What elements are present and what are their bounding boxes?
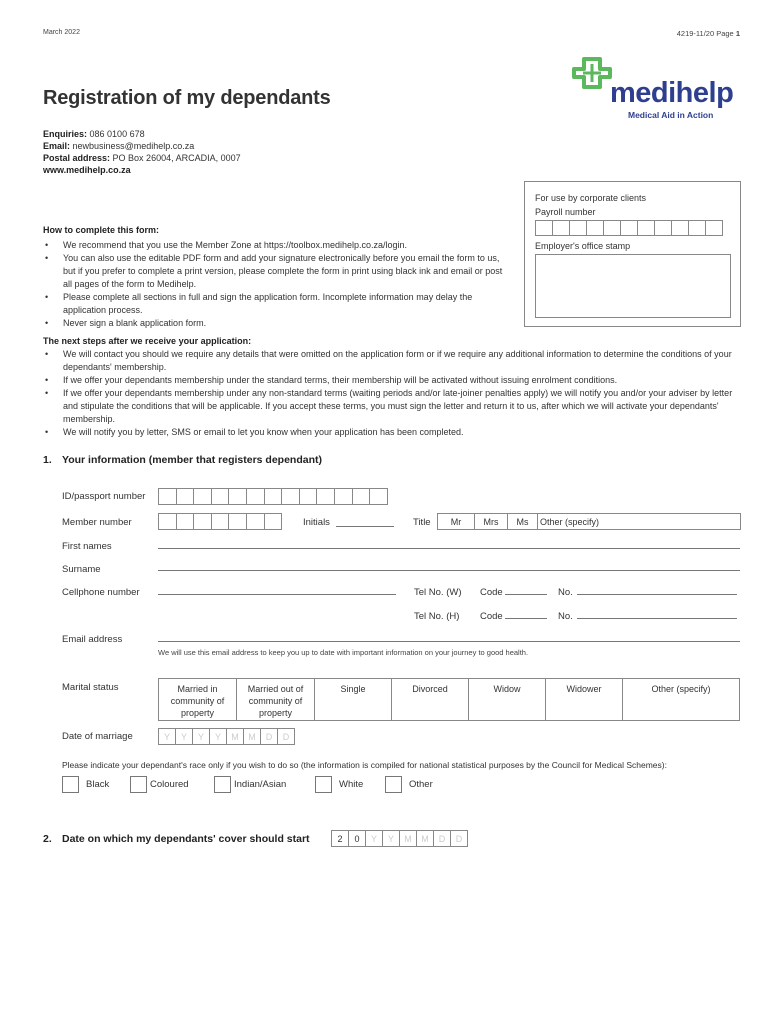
digit-box[interactable]: [281, 488, 300, 505]
how-to-item: • Please complete all sections in full and sign the application form. Incomplete information may delay the application process.: [43, 291, 503, 317]
digit-box[interactable]: [176, 513, 195, 530]
digit-box[interactable]: [158, 513, 177, 530]
digit-box[interactable]: [620, 220, 638, 236]
digit-box[interactable]: [193, 513, 212, 530]
form-date: March 2022: [43, 29, 80, 36]
office-stamp-area[interactable]: [535, 254, 731, 318]
digit-box[interactable]: M: [399, 830, 417, 847]
digit-box[interactable]: [228, 488, 247, 505]
cellphone-field[interactable]: [158, 594, 396, 595]
title-label: Title: [413, 517, 431, 528]
digit-box[interactable]: 0: [348, 830, 366, 847]
section-2-number: 2.: [43, 833, 52, 845]
digit-box[interactable]: D: [450, 830, 468, 847]
surname-field[interactable]: [158, 570, 740, 571]
digit-box[interactable]: [299, 488, 318, 505]
marital-status-label: Marital status: [62, 682, 119, 693]
marital-option-other[interactable]: Other (specify): [623, 679, 740, 721]
digit-box[interactable]: [211, 513, 230, 530]
logo-tagline: Medical Aid in Action: [628, 110, 714, 120]
digit-box[interactable]: [586, 220, 604, 236]
title-option-other[interactable]: Other (specify): [537, 513, 741, 530]
marital-option-married-out-of-community[interactable]: Married out of community of property: [237, 679, 315, 721]
initials-label: Initials: [303, 517, 330, 528]
email-value[interactable]: newbusiness@medihelp.co.za: [72, 141, 195, 151]
race-prompt: Please indicate your dependant's race only if you wish to do so (the information is compiled for national statistical purposes by the Council for Medical Schemes):: [62, 760, 667, 770]
payroll-number-boxes[interactable]: [535, 220, 722, 236]
digit-box[interactable]: [369, 488, 388, 505]
stamp-label: Employer's office stamp: [535, 241, 631, 251]
digit-box[interactable]: [671, 220, 689, 236]
contact-block: [43, 128, 241, 176]
tel-work-number-field[interactable]: [577, 594, 737, 595]
first-names-label: First names: [62, 541, 112, 552]
postal-value: PO Box 26004, ARCADIA, 0007: [112, 153, 241, 163]
race-checkbox-other[interactable]: [385, 776, 402, 793]
corporate-heading: For use by corporate clients: [535, 193, 647, 203]
initials-field[interactable]: [336, 526, 394, 527]
digit-box[interactable]: [193, 488, 212, 505]
title-options: [437, 513, 741, 530]
tel-home-code-label: Code: [480, 611, 503, 622]
first-names-field[interactable]: [158, 548, 740, 549]
website-link[interactable]: www.medihelp.co.za: [43, 165, 131, 175]
email-label: Email:: [43, 141, 71, 151]
digit-box[interactable]: D: [433, 830, 451, 847]
section-2-heading: Date on which my dependants' cover should start: [62, 833, 310, 845]
member-number-boxes[interactable]: [158, 513, 281, 530]
race-checkbox-indian-asian[interactable]: [214, 776, 231, 793]
tel-home-no-label: No.: [558, 611, 573, 622]
how-to-item: • You can also use the editable PDF form and add your signature electronically before you email the form to us, but if you prefer to complete a print version, please complete the form in print using black ink and email or post all pages of the form to Medihelp.: [43, 252, 503, 291]
race-options: [62, 776, 433, 793]
digit-box[interactable]: [264, 513, 283, 530]
digit-box[interactable]: [637, 220, 655, 236]
digit-box[interactable]: [705, 220, 723, 236]
race-label-white: White: [339, 779, 364, 790]
digit-box[interactable]: 2: [331, 830, 349, 847]
race-label-black: Black: [86, 779, 110, 790]
logo-wordmark: medihelp: [610, 77, 734, 109]
digit-box[interactable]: [603, 220, 621, 236]
marital-option-married-in-community[interactable]: Married in community of property: [159, 679, 237, 721]
digit-box[interactable]: [211, 488, 230, 505]
how-to-item: • Never sign a blank application form.: [43, 317, 503, 330]
digit-box[interactable]: Y: [209, 728, 227, 745]
tel-work-label: Tel No. (W): [414, 587, 462, 598]
tel-home-code-field[interactable]: [505, 618, 547, 619]
next-steps-heading: The next steps after we receive your application:: [43, 336, 252, 346]
member-number-label: Member number: [62, 517, 132, 528]
digit-box[interactable]: D: [260, 728, 278, 745]
id-passport-label: ID/passport number: [62, 491, 146, 502]
digit-box[interactable]: [352, 488, 371, 505]
tel-home-label: Tel No. (H): [414, 611, 460, 622]
digit-box[interactable]: M: [416, 830, 434, 847]
digit-box[interactable]: [158, 488, 177, 505]
marital-option-widow[interactable]: Widow: [469, 679, 546, 721]
digit-box[interactable]: Y: [365, 830, 383, 847]
postal-label: Postal address:: [43, 153, 111, 163]
digit-box[interactable]: Y: [158, 728, 176, 745]
digit-box[interactable]: Y: [382, 830, 400, 847]
email-address-label: Email address: [62, 634, 123, 645]
next-steps-item: • If we offer your dependants membership under the standard terms, their membership will be activated without issuing enrolment conditions.: [43, 374, 743, 387]
next-steps-item: • We will notify you by letter, SMS or email to let you know when your application has been completed.: [43, 426, 743, 439]
corporate-clients-box: [524, 181, 741, 327]
race-label-coloured: Coloured: [150, 779, 189, 790]
how-to-item: • We recommend that you use the Member Zone at https://toolbox.medihelp.co.za/login.: [43, 239, 503, 252]
tel-work-code-label: Code: [480, 587, 503, 598]
marital-status-options: [158, 678, 740, 721]
next-steps-section: [43, 335, 743, 439]
tel-home-number-field[interactable]: [577, 618, 737, 619]
title-option-mrs[interactable]: Mrs: [474, 513, 507, 530]
payroll-label: Payroll number: [535, 207, 596, 217]
surname-label: Surname: [62, 564, 101, 575]
digit-box[interactable]: [334, 488, 353, 505]
race-checkbox-white[interactable]: [315, 776, 332, 793]
reference-text: 4219-11/20 Page: [676, 29, 734, 38]
race-checkbox-coloured[interactable]: [130, 776, 147, 793]
cover-start-date-boxes[interactable]: [331, 830, 467, 847]
digit-box[interactable]: Y: [175, 728, 193, 745]
id-passport-boxes[interactable]: [158, 488, 387, 505]
email-note: We will use this email address to keep you up to date with important information on your journey to good health.: [158, 648, 529, 657]
digit-box[interactable]: [569, 220, 587, 236]
race-label-other: Other: [409, 779, 433, 790]
section-1-number: 1.: [43, 454, 52, 466]
digit-box[interactable]: [264, 488, 283, 505]
tel-work-code-field[interactable]: [505, 594, 547, 595]
digit-box[interactable]: M: [226, 728, 244, 745]
date-of-marriage-label: Date of marriage: [62, 731, 133, 742]
race-label-indian-asian: Indian/Asian: [234, 779, 287, 790]
digit-box[interactable]: D: [277, 728, 295, 745]
enquiries-label: Enquiries:: [43, 129, 88, 139]
next-steps-item: • If we offer your dependants membership under any non-standard terms (waiting periods and/or late-joiner penalties apply) we will notify you and/or your adviser by letter and stipulate the conditions that will be applicable. If you accept these terms, you must sign the letter and return it to us, after which we will activate your dependants' membership.: [43, 387, 743, 426]
digit-box[interactable]: [228, 513, 247, 530]
email-address-field[interactable]: [158, 641, 740, 642]
how-to-section: [43, 224, 503, 330]
digit-box[interactable]: [654, 220, 672, 236]
digit-box[interactable]: [246, 513, 265, 530]
next-steps-item: • We will contact you should we require any details that were omitted on the application form or if we require any additional information to determine the conditions of your dependants' membership.: [43, 348, 743, 374]
cross-logo-icon: [570, 55, 614, 91]
page-title: Registration of my dependants: [43, 87, 331, 109]
enquiries-value: 086 0100 678: [89, 129, 145, 139]
page-reference: [677, 29, 740, 38]
digit-box[interactable]: [688, 220, 706, 236]
page-number: 1: [735, 29, 740, 38]
title-option-mr[interactable]: Mr: [437, 513, 474, 530]
title-option-ms[interactable]: Ms: [507, 513, 537, 530]
cellphone-label: Cellphone number: [62, 587, 140, 598]
section-1-heading: Your information (member that registers dependant): [62, 454, 323, 466]
digit-box[interactable]: [535, 220, 553, 236]
medihelp-logo: [570, 55, 745, 125]
digit-box[interactable]: [316, 488, 335, 505]
race-checkbox-black[interactable]: [62, 776, 79, 793]
digit-box[interactable]: M: [243, 728, 261, 745]
how-to-heading: How to complete this form:: [43, 225, 160, 235]
digit-box[interactable]: Y: [192, 728, 210, 745]
marital-option-widower[interactable]: Widower: [546, 679, 623, 721]
digit-box[interactable]: [246, 488, 265, 505]
digit-box[interactable]: [552, 220, 570, 236]
marital-option-single[interactable]: Single: [315, 679, 392, 721]
digit-box[interactable]: [176, 488, 195, 505]
date-of-marriage-boxes[interactable]: [158, 728, 294, 745]
tel-work-no-label: No.: [558, 587, 573, 598]
marital-option-divorced[interactable]: Divorced: [392, 679, 469, 721]
